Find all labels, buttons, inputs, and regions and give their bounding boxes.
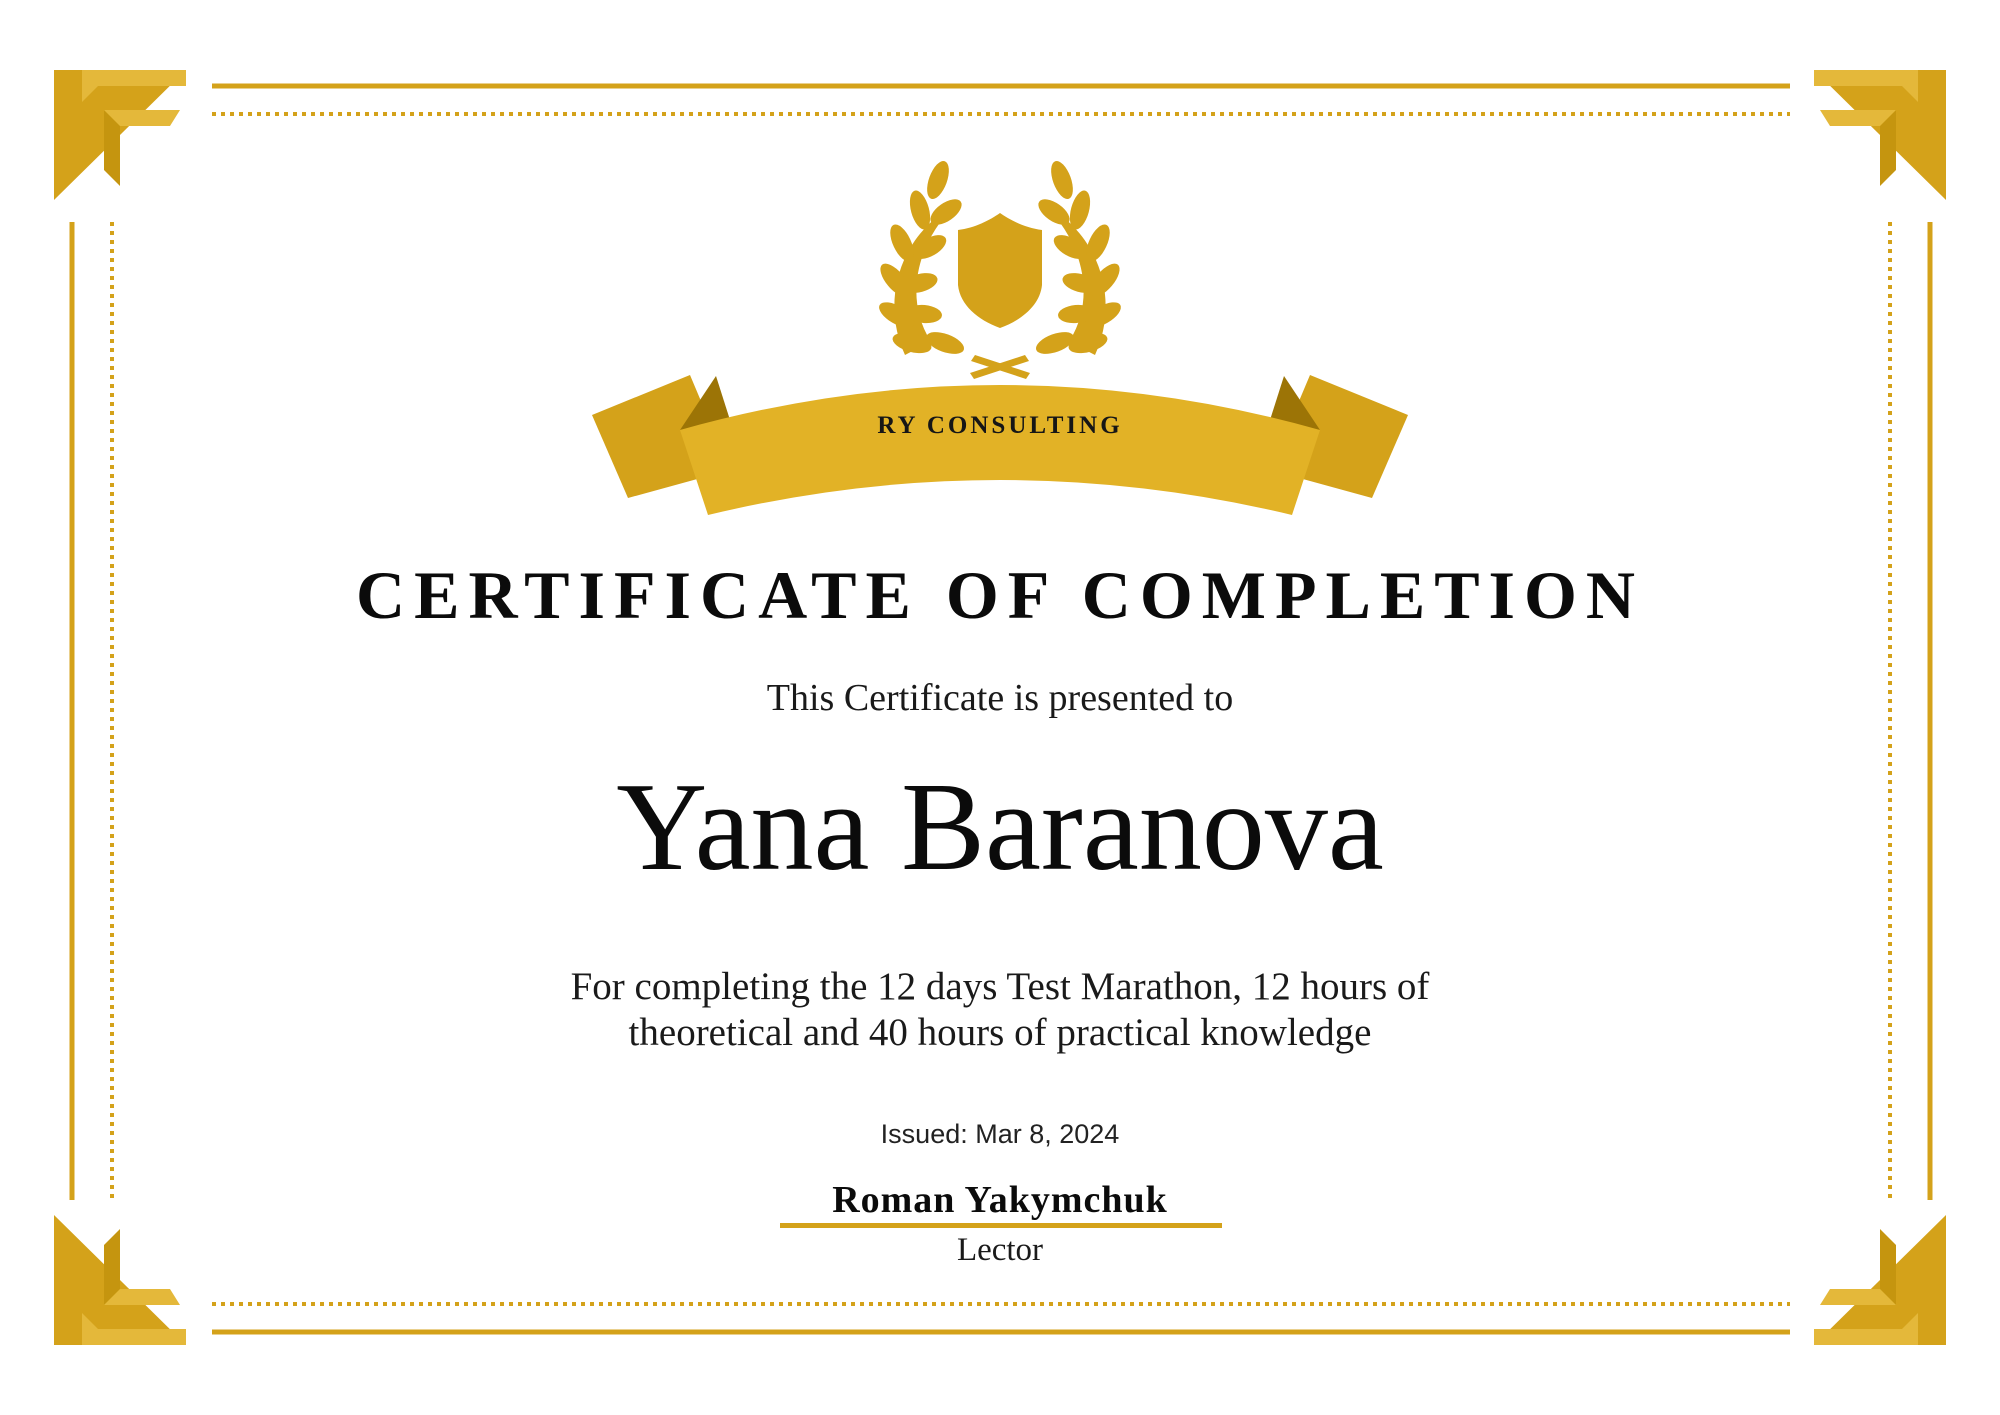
- signer-name: Roman Yakymchuk: [832, 1179, 1168, 1221]
- completion-description: [0, 964, 2000, 1056]
- description-line-1: For completing the 12 days Test Marathon, 12 hours of: [570, 965, 1430, 1008]
- presented-to-text: This Certificate is presented to: [766, 677, 1234, 719]
- certificate-title: CERTIFICATE OF COMPLETION: [355, 557, 1645, 633]
- corner-ornament-top-left: [54, 70, 186, 200]
- ribbon-banner: [592, 375, 1408, 515]
- issued-date: Issued: Mar 8, 2024: [880, 1119, 1120, 1149]
- signature-line: [780, 1223, 1222, 1228]
- organization-name: RY CONSULTING: [877, 412, 1123, 439]
- signer-role: Lector: [956, 1232, 1044, 1268]
- corner-ornament-top-right: [1814, 70, 1946, 200]
- recipient-name: Yana Baranova: [616, 758, 1384, 897]
- description-line-2: theoretical and 40 hours of practical knowledge: [628, 1011, 1372, 1054]
- shield-icon: [958, 213, 1042, 328]
